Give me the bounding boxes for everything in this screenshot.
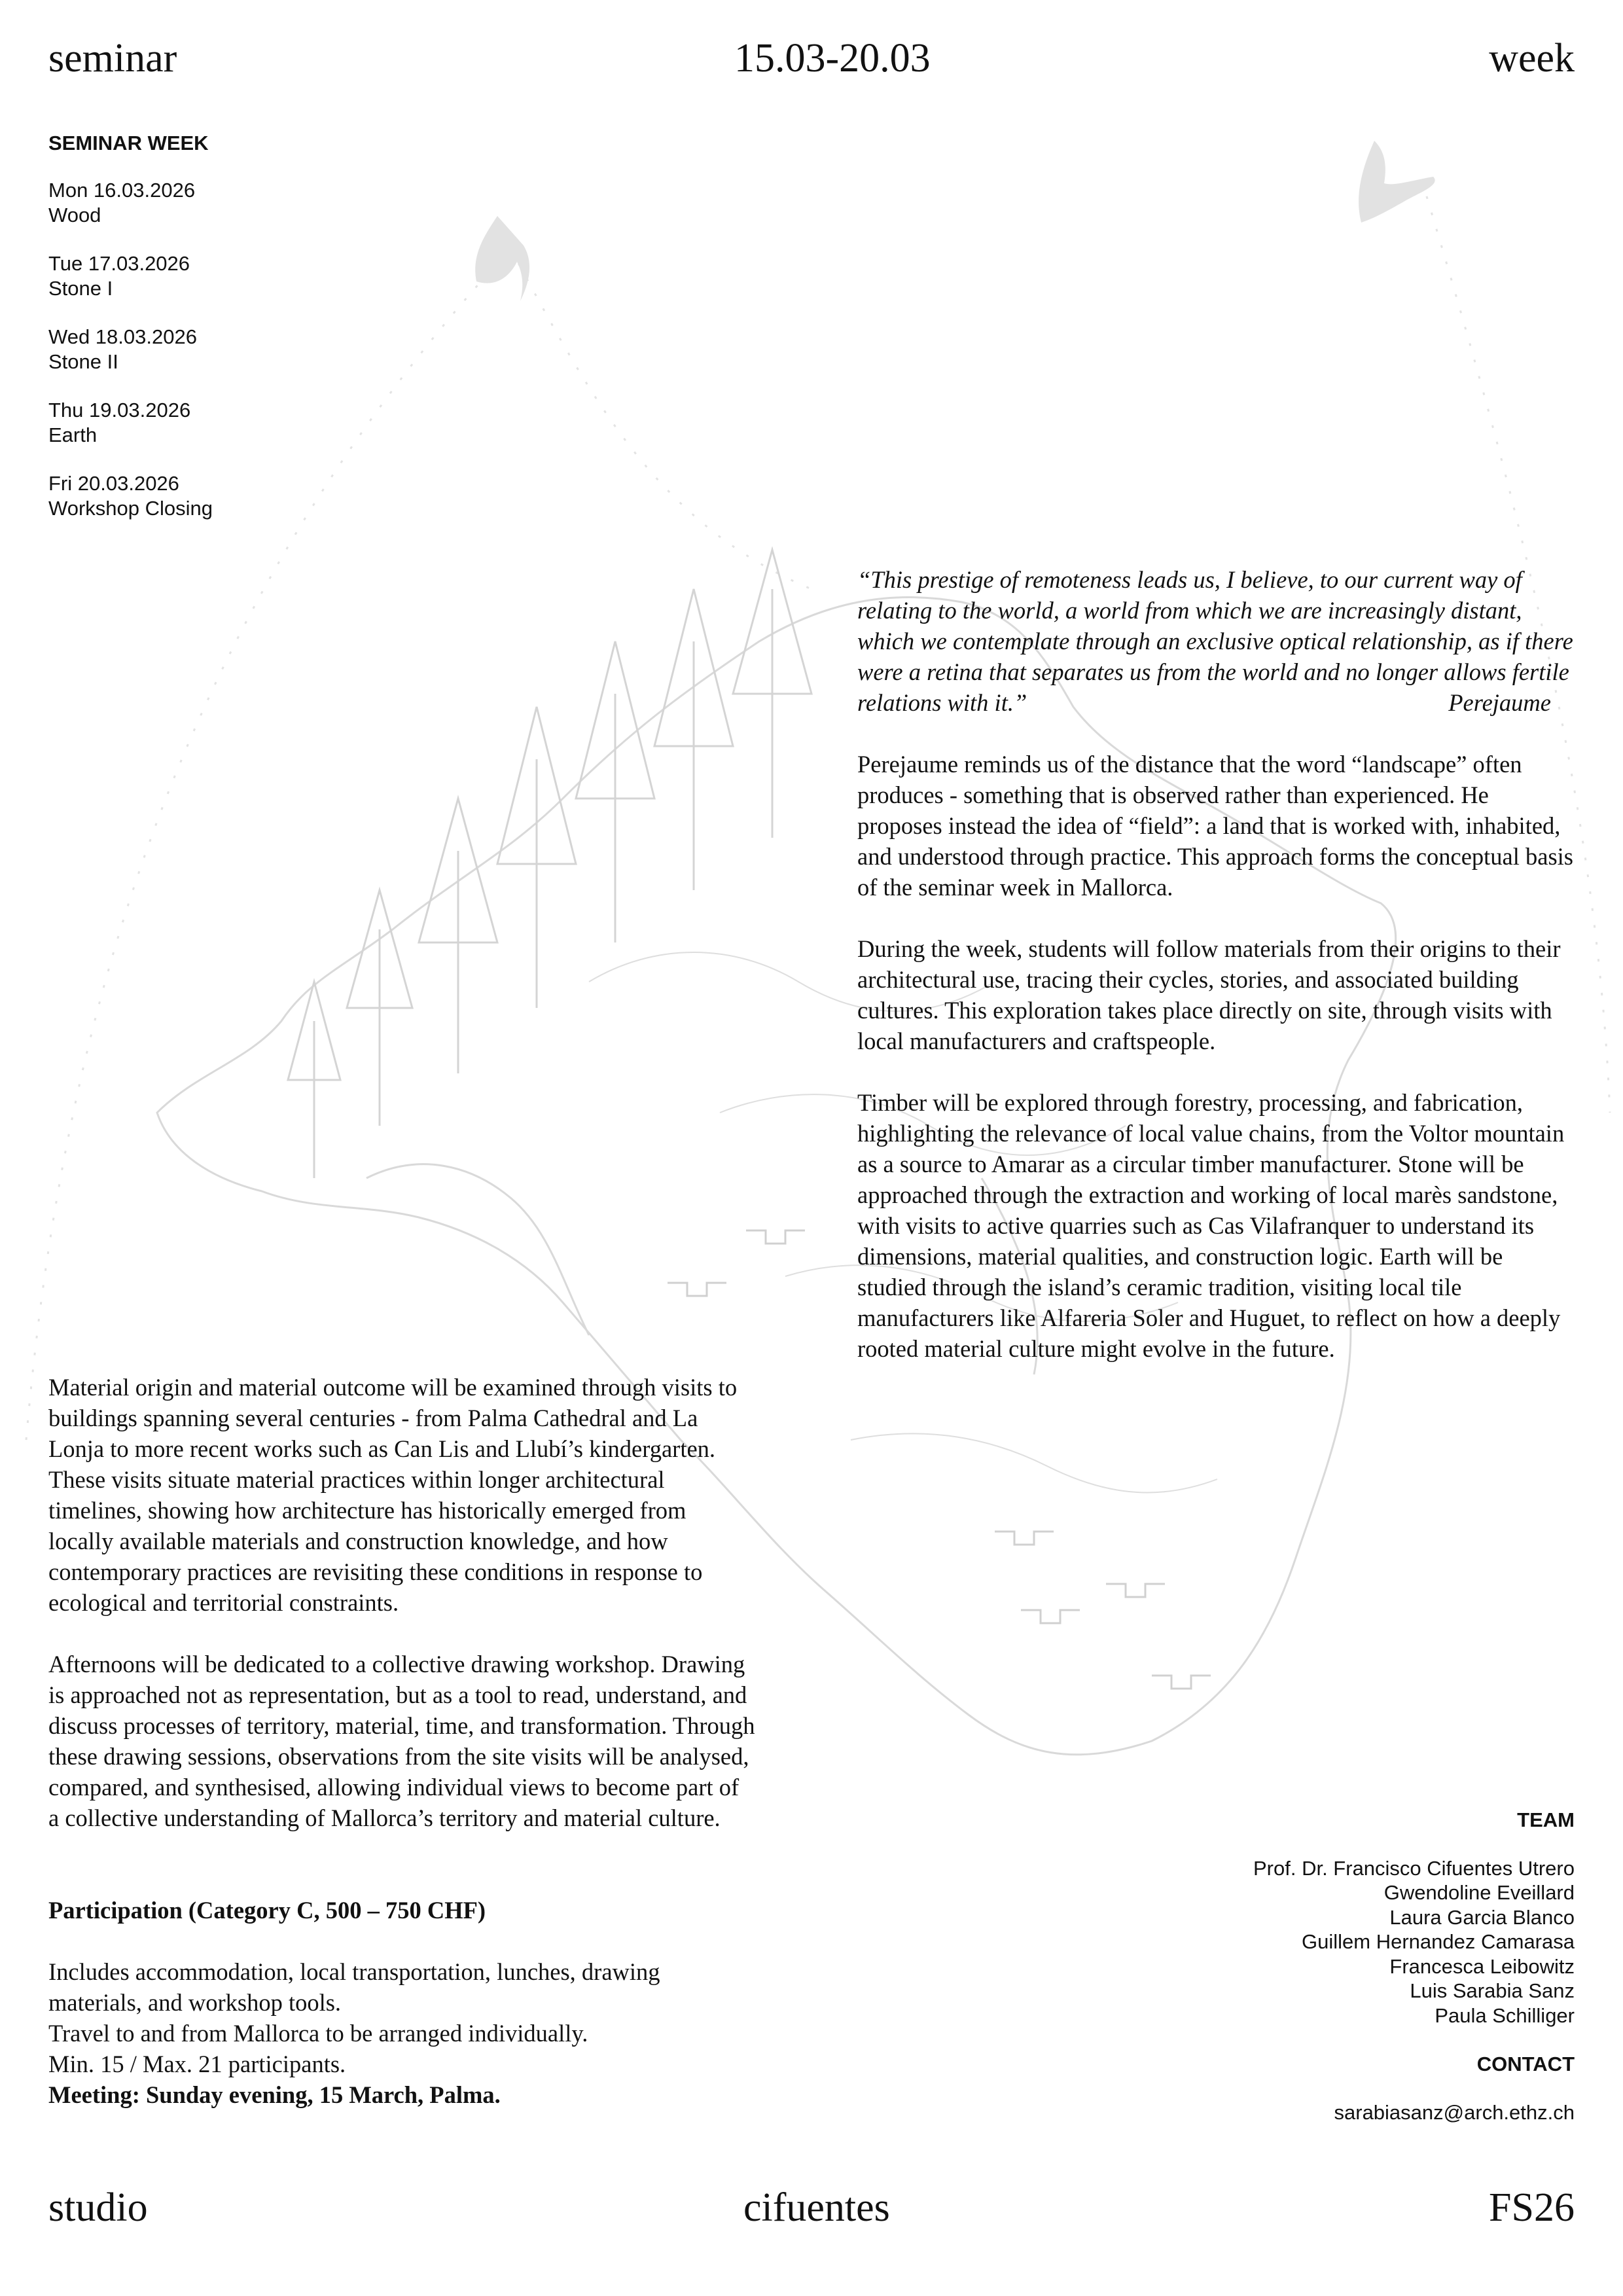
contact-email[interactable]: sarabiasanz@arch.ethz.ch [1334, 2100, 1575, 2124]
paragraph-timber-stone-earth: Timber will be explored through forestry, processing, and fabrication, highlighting the relevance of local value chains, from the Voltor mountain as a source to Amarar as a circular timber manufacturer. Stone will be approached through the extraction and working of local marès sandstone, with visits to active quarries such as Cas Vilafranquer to understand its dimensions, material qualities, and construction logic. Earth will be studied through the island’s ceramic tradition, visiting local tile manufacturers like Alfareria Soler and Huguet, to reflect on how a deeply rooted material culture might evolve in the future. [857, 1089, 1565, 1362]
team-member: Francesca Leibowitz [1389, 1954, 1575, 1978]
participation-includes: Includes accommodation, local transportation, lunches, drawing materials, and workshop tools. [48, 1958, 660, 2016]
quote-author: Perejaume [1448, 689, 1551, 716]
schedule-topic: Workshop Closing [48, 497, 213, 520]
paragraph-material-origin: Material origin and material outcome will be examined through visits to buildings spanning several centuries - from Palma Cathedral and La Lonja to more recent works such as Can Lis and Llubí’s kindergarten. These visits situate material practices within longer architectural timelines, showing how architecture has historically emerged from locally available materials and construction knowledge, and how contemporary practices are revisiting these conditions in response to ecological and territorial constraints. [48, 1374, 738, 1616]
schedule-day-wednesday [48, 325, 441, 374]
schedule-topic: Stone I [48, 277, 113, 300]
schedule-day-tuesday [48, 251, 441, 301]
schedule-topic: Earth [48, 423, 98, 446]
schedule-title: SEMINAR WEEK [48, 132, 209, 154]
team-member: Paula Schilliger [1435, 2003, 1575, 2027]
quote-text: “This prestige of remoteness leads us, I believe, to our current way of relating to the world, a world from which we are increasingly distant, which we contemplate through an exclusive optical relationship, as if there were a retina that separates us from the world and no longer allows fertile relations with it.” [857, 566, 1573, 716]
header-left-word: seminar [48, 36, 177, 81]
team-member: Gwendoline Eveillard [1383, 1881, 1575, 1904]
meeting-info: Meeting: Sunday evening, 15 March, Palma. [48, 2081, 501, 2108]
schedule-topic: Wood [48, 204, 101, 226]
schedule-topic: Stone II [48, 350, 118, 373]
seminar-schedule [48, 131, 441, 545]
schedule-date: Fri 20.03.2026 [48, 472, 179, 495]
participation-title: Participation (Category C, 500 – 750 CHF) [48, 1897, 486, 1924]
schedule-day-monday [48, 178, 441, 228]
team-member: Laura Garcia Blanco [1389, 1905, 1575, 1929]
perejaume-quote [857, 564, 1577, 718]
schedule-date: Thu 19.03.2026 [48, 399, 191, 422]
schedule-date: Tue 17.03.2026 [48, 252, 190, 275]
participation-capacity: Min. 15 / Max. 21 participants. [48, 2051, 346, 2077]
schedule-date: Mon 16.03.2026 [48, 179, 196, 202]
team-heading: TEAM [1517, 1808, 1575, 1831]
paragraph-landscape: Perejaume reminds us of the distance that the word “landscape” often produces - something that is observed rather than experienced. He proposes instead the idea of “field”: a land that is worked with, inhabited, and understood through practice. This approach forms the conceptual basis of the seminar week in Mallorca. [857, 751, 1574, 901]
footer-left-word: studio [48, 2185, 148, 2230]
team-member: Guillem Hernandez Camarasa [1302, 1930, 1575, 1953]
bird-silhouettes [475, 141, 1435, 301]
schedule-day-friday [48, 471, 441, 521]
footer-semester: FS26 [1489, 2185, 1575, 2230]
header-dates: 15.03-20.03 [734, 36, 931, 81]
left-text-column [48, 1372, 755, 2110]
schedule-day-thursday [48, 398, 441, 448]
participation-travel: Travel to and from Mallorca to be arranged individually. [48, 2020, 588, 2047]
schedule-date: Wed 18.03.2026 [48, 325, 197, 348]
team-member: Prof. Dr. Francisco Cifuentes Utrero [1253, 1856, 1575, 1880]
contact-heading: CONTACT [1476, 2053, 1575, 2075]
right-text-column [857, 564, 1577, 1364]
team-member: Luis Sarabia Sanz [1410, 1979, 1575, 2002]
header-right-word: week [1489, 36, 1575, 81]
paragraph-materials: During the week, students will follow materials from their origins to their architectural use, tracing their cycles, stories, and associated building cultures. This exploration takes place directly on site, through visits with local manufacturers and craftspeople. [857, 935, 1561, 1054]
paragraph-drawing-workshop: Afternoons will be dedicated to a collective drawing workshop. Drawing is approached not as representation, but as a tool to read, understand, and discuss processes of territory, material, time, and transformation. Through these drawing sessions, observations from the site visits will be analysed, compared, and synthesised, allowing individual views to become part of a collective understanding of Mallorca’s territory and material culture. [48, 1651, 755, 1831]
footer-center-word: cifuentes [743, 2185, 890, 2230]
team-contact-block [986, 1808, 1575, 2125]
forest-trees [288, 550, 812, 1178]
